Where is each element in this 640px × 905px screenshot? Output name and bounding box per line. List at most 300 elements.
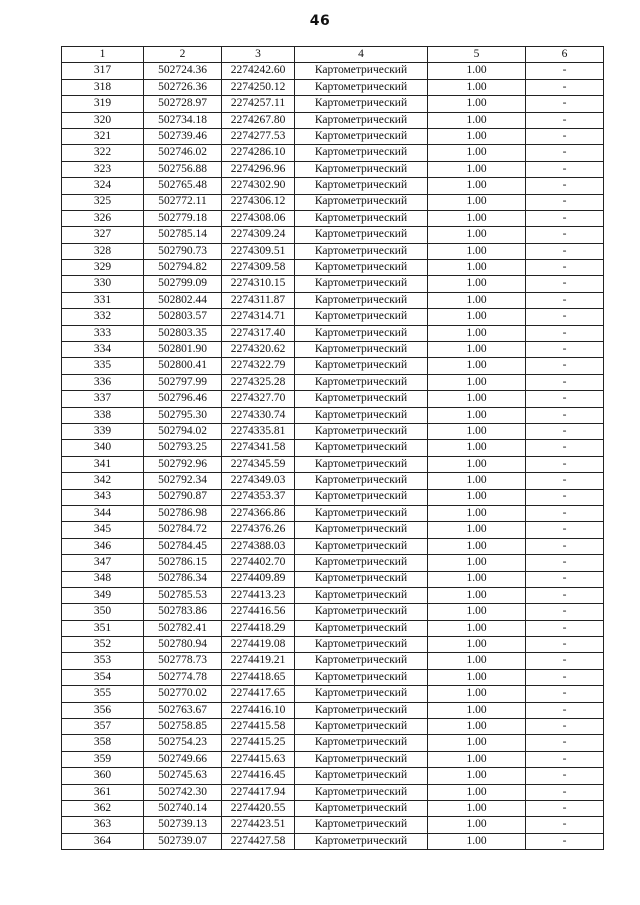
- table-row: [62, 407, 604, 423]
- accuracy-cell: 1.00: [428, 440, 526, 456]
- table-row: [62, 178, 604, 194]
- accuracy-cell: 1.00: [428, 63, 526, 79]
- x-coordinate-cell: 502793.25: [144, 440, 222, 456]
- accuracy-cell: 1.00: [428, 604, 526, 620]
- note-cell: -: [526, 112, 604, 128]
- method-cell: Картометрический: [295, 342, 428, 358]
- point-number-cell: 339: [62, 423, 144, 439]
- note-cell: -: [526, 128, 604, 144]
- point-number-cell: 343: [62, 489, 144, 505]
- point-number-cell: 364: [62, 833, 144, 849]
- column-header: 3: [222, 47, 295, 63]
- point-number-cell: 351: [62, 620, 144, 636]
- y-coordinate-cell: 2274415.58: [222, 719, 295, 735]
- note-cell: -: [526, 473, 604, 489]
- x-coordinate-cell: 502765.48: [144, 178, 222, 194]
- point-number-cell: 327: [62, 227, 144, 243]
- y-coordinate-cell: 2274302.90: [222, 178, 295, 194]
- note-cell: -: [526, 358, 604, 374]
- x-coordinate-cell: 502734.18: [144, 112, 222, 128]
- method-cell: Картометрический: [295, 686, 428, 702]
- table-row: [62, 637, 604, 653]
- note-cell: -: [526, 522, 604, 538]
- table-row: [62, 342, 604, 358]
- note-cell: -: [526, 538, 604, 554]
- point-number-cell: 363: [62, 817, 144, 833]
- point-number-cell: 317: [62, 63, 144, 79]
- note-cell: -: [526, 637, 604, 653]
- point-number-cell: 360: [62, 768, 144, 784]
- note-cell: -: [526, 423, 604, 439]
- accuracy-cell: 1.00: [428, 735, 526, 751]
- point-number-cell: 350: [62, 604, 144, 620]
- table-row: [62, 751, 604, 767]
- y-coordinate-cell: 2274320.62: [222, 342, 295, 358]
- x-coordinate-cell: 502763.67: [144, 702, 222, 718]
- x-coordinate-cell: 502739.07: [144, 833, 222, 849]
- table-row: [62, 702, 604, 718]
- table-row: [62, 833, 604, 849]
- y-coordinate-cell: 2274286.10: [222, 145, 295, 161]
- y-coordinate-cell: 2274296.96: [222, 161, 295, 177]
- table-row: [62, 587, 604, 603]
- table-row: [62, 440, 604, 456]
- y-coordinate-cell: 2274423.51: [222, 817, 295, 833]
- note-cell: -: [526, 604, 604, 620]
- table-row: [62, 719, 604, 735]
- y-coordinate-cell: 2274418.65: [222, 669, 295, 685]
- x-coordinate-cell: 502792.96: [144, 456, 222, 472]
- accuracy-cell: 1.00: [428, 473, 526, 489]
- method-cell: Картометрический: [295, 358, 428, 374]
- note-cell: -: [526, 325, 604, 341]
- point-number-cell: 318: [62, 79, 144, 95]
- method-cell: Картометрический: [295, 456, 428, 472]
- point-number-cell: 334: [62, 342, 144, 358]
- point-number-cell: 329: [62, 260, 144, 276]
- method-cell: Картометрический: [295, 260, 428, 276]
- point-number-cell: 346: [62, 538, 144, 554]
- x-coordinate-cell: 502786.15: [144, 555, 222, 571]
- table-row: [62, 325, 604, 341]
- note-cell: -: [526, 833, 604, 849]
- y-coordinate-cell: 2274417.65: [222, 686, 295, 702]
- note-cell: -: [526, 489, 604, 505]
- note-cell: -: [526, 210, 604, 226]
- table-row: [62, 489, 604, 505]
- point-number-cell: 331: [62, 292, 144, 308]
- column-header: 1: [62, 47, 144, 63]
- method-cell: Картометрический: [295, 833, 428, 849]
- method-cell: Картометрический: [295, 79, 428, 95]
- accuracy-cell: 1.00: [428, 538, 526, 554]
- x-coordinate-cell: 502758.85: [144, 719, 222, 735]
- point-number-cell: 344: [62, 505, 144, 521]
- y-coordinate-cell: 2274330.74: [222, 407, 295, 423]
- y-coordinate-cell: 2274309.58: [222, 260, 295, 276]
- accuracy-cell: 1.00: [428, 653, 526, 669]
- method-cell: Картометрический: [295, 669, 428, 685]
- accuracy-cell: 1.00: [428, 161, 526, 177]
- x-coordinate-cell: 502728.97: [144, 96, 222, 112]
- table-row: [62, 161, 604, 177]
- method-cell: Картометрический: [295, 768, 428, 784]
- method-cell: Картометрический: [295, 161, 428, 177]
- y-coordinate-cell: 2274309.51: [222, 243, 295, 259]
- table-row: [62, 604, 604, 620]
- accuracy-cell: 1.00: [428, 751, 526, 767]
- page-number: 46: [309, 13, 331, 29]
- x-coordinate-cell: 502740.14: [144, 800, 222, 816]
- point-number-cell: 320: [62, 112, 144, 128]
- y-coordinate-cell: 2274322.79: [222, 358, 295, 374]
- table-row: [62, 391, 604, 407]
- note-cell: -: [526, 686, 604, 702]
- y-coordinate-cell: 2274413.23: [222, 587, 295, 603]
- point-number-cell: 322: [62, 145, 144, 161]
- table-row: [62, 227, 604, 243]
- note-cell: -: [526, 456, 604, 472]
- accuracy-cell: 1.00: [428, 686, 526, 702]
- x-coordinate-cell: 502784.72: [144, 522, 222, 538]
- table-row: [62, 292, 604, 308]
- y-coordinate-cell: 2274242.60: [222, 63, 295, 79]
- method-cell: Картометрический: [295, 178, 428, 194]
- method-cell: Картометрический: [295, 522, 428, 538]
- x-coordinate-cell: 502792.34: [144, 473, 222, 489]
- method-cell: Картометрический: [295, 784, 428, 800]
- table-row: [62, 653, 604, 669]
- point-number-cell: 362: [62, 800, 144, 816]
- accuracy-cell: 1.00: [428, 555, 526, 571]
- note-cell: -: [526, 194, 604, 210]
- table-row: [62, 555, 604, 571]
- table-row: [62, 276, 604, 292]
- accuracy-cell: 1.00: [428, 79, 526, 95]
- x-coordinate-cell: 502780.94: [144, 637, 222, 653]
- point-number-cell: 328: [62, 243, 144, 259]
- method-cell: Картометрический: [295, 309, 428, 325]
- accuracy-cell: 1.00: [428, 194, 526, 210]
- accuracy-cell: 1.00: [428, 423, 526, 439]
- note-cell: -: [526, 96, 604, 112]
- table-row: [62, 669, 604, 685]
- point-number-cell: 361: [62, 784, 144, 800]
- note-cell: -: [526, 719, 604, 735]
- method-cell: Картометрический: [295, 505, 428, 521]
- accuracy-cell: 1.00: [428, 456, 526, 472]
- table-row: [62, 768, 604, 784]
- table-row: [62, 243, 604, 259]
- accuracy-cell: 1.00: [428, 112, 526, 128]
- accuracy-cell: 1.00: [428, 342, 526, 358]
- x-coordinate-cell: 502742.30: [144, 784, 222, 800]
- y-coordinate-cell: 2274267.80: [222, 112, 295, 128]
- x-coordinate-cell: 502749.66: [144, 751, 222, 767]
- note-cell: -: [526, 555, 604, 571]
- y-coordinate-cell: 2274306.12: [222, 194, 295, 210]
- method-cell: Картометрический: [295, 702, 428, 718]
- accuracy-cell: 1.00: [428, 358, 526, 374]
- note-cell: -: [526, 260, 604, 276]
- note-cell: -: [526, 276, 604, 292]
- accuracy-cell: 1.00: [428, 260, 526, 276]
- point-number-cell: 341: [62, 456, 144, 472]
- y-coordinate-cell: 2274341.58: [222, 440, 295, 456]
- method-cell: Картометрический: [295, 587, 428, 603]
- x-coordinate-cell: 502786.98: [144, 505, 222, 521]
- accuracy-cell: 1.00: [428, 325, 526, 341]
- x-coordinate-cell: 502779.18: [144, 210, 222, 226]
- table-row: [62, 374, 604, 390]
- method-cell: Картометрический: [295, 604, 428, 620]
- x-coordinate-cell: 502785.53: [144, 587, 222, 603]
- accuracy-cell: 1.00: [428, 719, 526, 735]
- x-coordinate-cell: 502794.02: [144, 423, 222, 439]
- note-cell: -: [526, 342, 604, 358]
- y-coordinate-cell: 2274277.53: [222, 128, 295, 144]
- method-cell: Картометрический: [295, 374, 428, 390]
- coordinates-table: [61, 46, 604, 850]
- table-row: [62, 358, 604, 374]
- note-cell: -: [526, 784, 604, 800]
- x-coordinate-cell: 502739.46: [144, 128, 222, 144]
- accuracy-cell: 1.00: [428, 145, 526, 161]
- x-coordinate-cell: 502756.88: [144, 161, 222, 177]
- y-coordinate-cell: 2274308.06: [222, 210, 295, 226]
- point-number-cell: 330: [62, 276, 144, 292]
- column-header: 4: [295, 47, 428, 63]
- note-cell: -: [526, 227, 604, 243]
- x-coordinate-cell: 502790.73: [144, 243, 222, 259]
- x-coordinate-cell: 502786.34: [144, 571, 222, 587]
- y-coordinate-cell: 2274415.25: [222, 735, 295, 751]
- table-row: [62, 538, 604, 554]
- y-coordinate-cell: 2274427.58: [222, 833, 295, 849]
- x-coordinate-cell: 502800.41: [144, 358, 222, 374]
- column-header: 6: [526, 47, 604, 63]
- point-number-cell: 359: [62, 751, 144, 767]
- note-cell: -: [526, 702, 604, 718]
- header-row: [62, 47, 604, 63]
- y-coordinate-cell: 2274349.03: [222, 473, 295, 489]
- y-coordinate-cell: 2274311.87: [222, 292, 295, 308]
- method-cell: Картометрический: [295, 751, 428, 767]
- method-cell: Картометрический: [295, 817, 428, 833]
- accuracy-cell: 1.00: [428, 96, 526, 112]
- x-coordinate-cell: 502803.35: [144, 325, 222, 341]
- point-number-cell: 349: [62, 587, 144, 603]
- accuracy-cell: 1.00: [428, 800, 526, 816]
- table-row: [62, 505, 604, 521]
- y-coordinate-cell: 2274353.37: [222, 489, 295, 505]
- accuracy-cell: 1.00: [428, 702, 526, 718]
- point-number-cell: 340: [62, 440, 144, 456]
- method-cell: Картометрический: [295, 719, 428, 735]
- method-cell: Картометрический: [295, 96, 428, 112]
- method-cell: Картометрический: [295, 112, 428, 128]
- y-coordinate-cell: 2274388.03: [222, 538, 295, 554]
- method-cell: Картометрический: [295, 391, 428, 407]
- x-coordinate-cell: 502799.09: [144, 276, 222, 292]
- x-coordinate-cell: 502803.57: [144, 309, 222, 325]
- method-cell: Картометрический: [295, 538, 428, 554]
- accuracy-cell: 1.00: [428, 227, 526, 243]
- x-coordinate-cell: 502746.02: [144, 145, 222, 161]
- note-cell: -: [526, 161, 604, 177]
- note-cell: -: [526, 587, 604, 603]
- accuracy-cell: 1.00: [428, 768, 526, 784]
- accuracy-cell: 1.00: [428, 817, 526, 833]
- x-coordinate-cell: 502783.86: [144, 604, 222, 620]
- point-number-cell: 348: [62, 571, 144, 587]
- x-coordinate-cell: 502794.82: [144, 260, 222, 276]
- point-number-cell: 358: [62, 735, 144, 751]
- method-cell: Картометрический: [295, 555, 428, 571]
- table-header: [62, 47, 604, 63]
- x-coordinate-cell: 502754.23: [144, 735, 222, 751]
- accuracy-cell: 1.00: [428, 276, 526, 292]
- y-coordinate-cell: 2274417.94: [222, 784, 295, 800]
- column-header: 5: [428, 47, 526, 63]
- point-number-cell: 338: [62, 407, 144, 423]
- note-cell: -: [526, 178, 604, 194]
- method-cell: Картометрический: [295, 800, 428, 816]
- note-cell: -: [526, 653, 604, 669]
- table-row: [62, 800, 604, 816]
- method-cell: Картометрический: [295, 325, 428, 341]
- note-cell: -: [526, 63, 604, 79]
- accuracy-cell: 1.00: [428, 587, 526, 603]
- accuracy-cell: 1.00: [428, 210, 526, 226]
- column-header: 2: [144, 47, 222, 63]
- x-coordinate-cell: 502782.41: [144, 620, 222, 636]
- table-row: [62, 96, 604, 112]
- table-row: [62, 817, 604, 833]
- note-cell: -: [526, 571, 604, 587]
- method-cell: Картометрический: [295, 194, 428, 210]
- y-coordinate-cell: 2274376.26: [222, 522, 295, 538]
- table-row: [62, 571, 604, 587]
- accuracy-cell: 1.00: [428, 243, 526, 259]
- note-cell: -: [526, 243, 604, 259]
- x-coordinate-cell: 502785.14: [144, 227, 222, 243]
- point-number-cell: 355: [62, 686, 144, 702]
- point-number-cell: 347: [62, 555, 144, 571]
- y-coordinate-cell: 2274415.63: [222, 751, 295, 767]
- method-cell: Картометрический: [295, 292, 428, 308]
- x-coordinate-cell: 502726.36: [144, 79, 222, 95]
- method-cell: Картометрический: [295, 440, 428, 456]
- table-row: [62, 260, 604, 276]
- note-cell: -: [526, 735, 604, 751]
- point-number-cell: 354: [62, 669, 144, 685]
- table-row: [62, 686, 604, 702]
- accuracy-cell: 1.00: [428, 489, 526, 505]
- note-cell: -: [526, 407, 604, 423]
- table-body: [62, 63, 604, 850]
- accuracy-cell: 1.00: [428, 571, 526, 587]
- accuracy-cell: 1.00: [428, 505, 526, 521]
- note-cell: -: [526, 292, 604, 308]
- point-number-cell: 353: [62, 653, 144, 669]
- table-row: [62, 473, 604, 489]
- point-number-cell: 345: [62, 522, 144, 538]
- y-coordinate-cell: 2274317.40: [222, 325, 295, 341]
- accuracy-cell: 1.00: [428, 292, 526, 308]
- point-number-cell: 333: [62, 325, 144, 341]
- x-coordinate-cell: 502796.46: [144, 391, 222, 407]
- method-cell: Картометрический: [295, 653, 428, 669]
- note-cell: -: [526, 505, 604, 521]
- table-row: [62, 784, 604, 800]
- note-cell: -: [526, 751, 604, 767]
- point-number-cell: 352: [62, 637, 144, 653]
- accuracy-cell: 1.00: [428, 784, 526, 800]
- note-cell: -: [526, 145, 604, 161]
- method-cell: Картометрический: [295, 145, 428, 161]
- method-cell: Картометрический: [295, 227, 428, 243]
- point-number-cell: 324: [62, 178, 144, 194]
- x-coordinate-cell: 502795.30: [144, 407, 222, 423]
- accuracy-cell: 1.00: [428, 669, 526, 685]
- point-number-cell: 337: [62, 391, 144, 407]
- y-coordinate-cell: 2274419.21: [222, 653, 295, 669]
- y-coordinate-cell: 2274335.81: [222, 423, 295, 439]
- x-coordinate-cell: 502797.99: [144, 374, 222, 390]
- method-cell: Картометрический: [295, 571, 428, 587]
- accuracy-cell: 1.00: [428, 309, 526, 325]
- y-coordinate-cell: 2274416.56: [222, 604, 295, 620]
- y-coordinate-cell: 2274250.12: [222, 79, 295, 95]
- y-coordinate-cell: 2274310.15: [222, 276, 295, 292]
- table-row: [62, 522, 604, 538]
- note-cell: -: [526, 440, 604, 456]
- x-coordinate-cell: 502724.36: [144, 63, 222, 79]
- accuracy-cell: 1.00: [428, 374, 526, 390]
- accuracy-cell: 1.00: [428, 637, 526, 653]
- y-coordinate-cell: 2274327.70: [222, 391, 295, 407]
- x-coordinate-cell: 502801.90: [144, 342, 222, 358]
- note-cell: -: [526, 800, 604, 816]
- table-row: [62, 145, 604, 161]
- accuracy-cell: 1.00: [428, 178, 526, 194]
- method-cell: Картометрический: [295, 423, 428, 439]
- accuracy-cell: 1.00: [428, 128, 526, 144]
- note-cell: -: [526, 669, 604, 685]
- x-coordinate-cell: 502739.13: [144, 817, 222, 833]
- note-cell: -: [526, 768, 604, 784]
- table-row: [62, 620, 604, 636]
- method-cell: Картометрический: [295, 210, 428, 226]
- method-cell: Картометрический: [295, 489, 428, 505]
- y-coordinate-cell: 2274257.11: [222, 96, 295, 112]
- point-number-cell: 357: [62, 719, 144, 735]
- x-coordinate-cell: 502774.78: [144, 669, 222, 685]
- y-coordinate-cell: 2274314.71: [222, 309, 295, 325]
- point-number-cell: 336: [62, 374, 144, 390]
- accuracy-cell: 1.00: [428, 391, 526, 407]
- point-number-cell: 319: [62, 96, 144, 112]
- method-cell: Картометрический: [295, 637, 428, 653]
- y-coordinate-cell: 2274366.86: [222, 505, 295, 521]
- table-row: [62, 112, 604, 128]
- method-cell: Картометрический: [295, 620, 428, 636]
- y-coordinate-cell: 2274420.55: [222, 800, 295, 816]
- method-cell: Картометрический: [295, 473, 428, 489]
- y-coordinate-cell: 2274345.59: [222, 456, 295, 472]
- note-cell: -: [526, 817, 604, 833]
